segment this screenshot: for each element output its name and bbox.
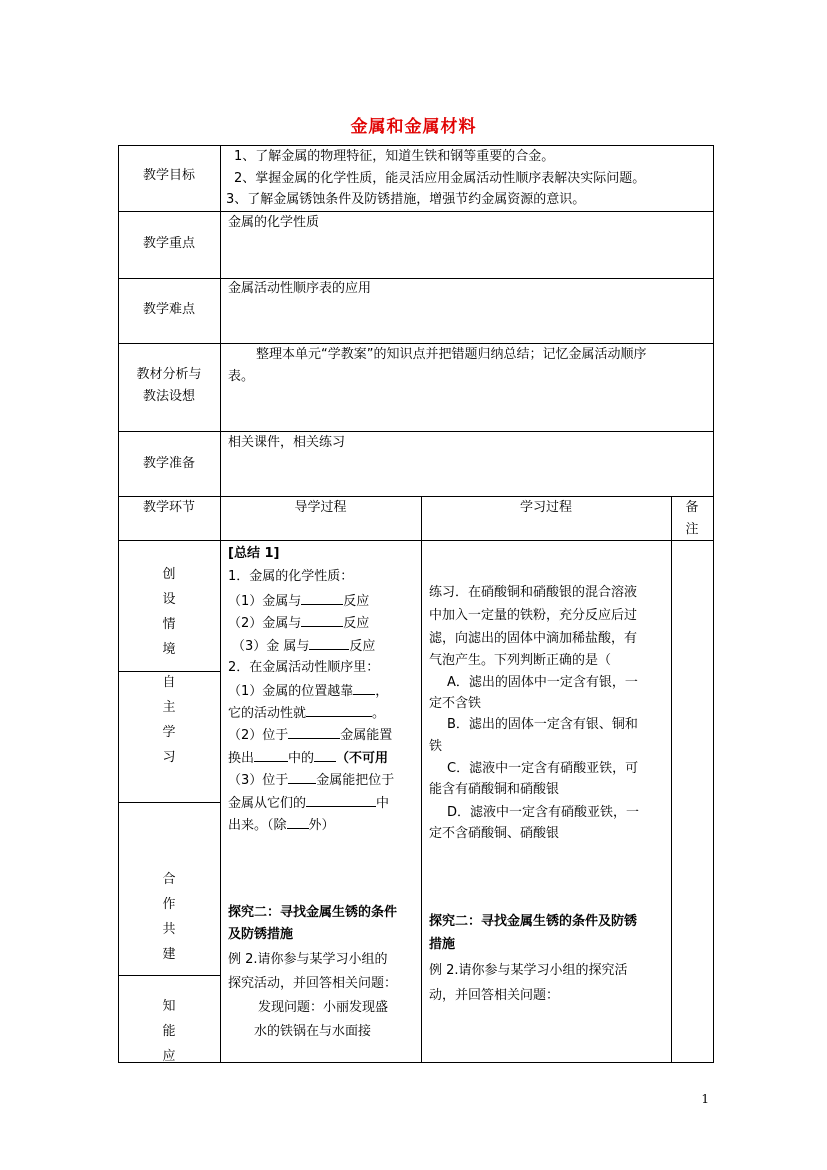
guide-example-3: 发现问题：小丽发现盛 [258,1000,389,1015]
guide-line-12: 出来。（除 外） [228,814,335,837]
stage-char: 共 [162,922,176,937]
focus-text: 金属的化学性质 [228,215,320,230]
goal-item-2: 2、掌握金属的化学性质，能灵活应用金属活动性顺序表解决实际问题。 [234,171,646,186]
option-b-2: 铁 [429,739,443,754]
learn-explore-title-1: 探究二：寻找金属生锈的条件及防锈 [429,914,638,929]
learn-example-1: 例 2.请你参与某学习小组的探究活 [429,963,628,978]
label-focus: 教学重点 [142,236,195,251]
option-c-1: C．滤液中一定含有硝酸亚铁，可 [447,761,639,776]
option-d-1: D．滤液中一定含有硝酸亚铁，一 [447,805,640,820]
guide-line-8: （2）位于 金属能置 [228,724,392,747]
option-c-2: 能含有硝酸铜和硝酸银 [429,782,560,797]
stage-char: 建 [162,947,176,962]
stage-char: 能 [162,1024,176,1039]
guide-line-5: 2．在金属活动性顺序里： [228,660,380,675]
header-learn: 学习过程 [519,500,572,515]
stage-apply [120,994,218,1069]
learn-p2: 中加入一定量的铁粉，充分反应后过 [429,608,638,623]
guide-line-11: 金属从它们的 中 [228,792,389,815]
label-prep: 教学准备 [142,456,195,471]
label-analysis-2: 教法设想 [142,389,195,404]
guide-explore-title-2: 及防锈措施 [228,927,294,942]
analysis-text-1: 整理本单元“学教案”的知识点并把错题归纳总结；记忆金属活动顺序 [256,347,647,362]
stage-char: 习 [162,750,176,765]
summary-title: [总结 1] [228,546,280,561]
option-a-2: 定不含铁 [429,696,482,711]
guide-line-6: （1）金属的位置越靠 ， [228,680,388,703]
guide-example-4: 水的铁锅在与水面接 [254,1024,372,1039]
stage-char: 作 [162,897,176,912]
goal-item-1: 1、了解金属的物理特征，知道生铁和钢等重要的合金。 [234,149,555,164]
stage-char: 创 [162,567,176,582]
learn-example-2: 动，并回答相关问题： [429,988,560,1003]
learn-p3: 滤，向滤出的固体中滴加稀盐酸，有 [429,631,638,646]
stage-char: 自 [162,675,176,690]
guide-line-4: （3）金 属与 反应 [232,635,375,658]
guide-line-2: （1）金属与 反应 [228,590,369,613]
guide-line-1: 1．金属的化学性质： [228,569,354,584]
option-a-1: A．滤出的固体中一定含有银，一 [447,675,638,690]
guide-explore-title-1: 探究二：寻找金属生锈的条件 [228,905,398,920]
prep-text: 相关课件，相关练习 [228,435,346,450]
stage-char: 应 [162,1049,176,1064]
stage-self-study [120,670,218,770]
guide-example-1: 例 2.请你参与某学习小组的 [228,952,388,967]
stage-char: 知 [162,999,176,1014]
header-note-2: 注 [685,522,699,537]
stage-char: 情 [162,617,176,632]
stage-char: 设 [162,592,176,607]
guide-line-10: （3）位于 金属能把位于 [228,769,394,792]
stage-create [120,562,218,662]
learn-p1: 练习．在硝酸铜和硝酸银的混合溶液 [429,585,638,600]
header-stage: 教学环节 [142,500,195,515]
label-analysis-1: 教材分析与 [136,367,202,382]
header-guide: 导学过程 [294,500,347,515]
guide-line-9: 换出 中的 （不可用 [228,747,388,770]
stage-cooperate [120,867,218,967]
stage-char: 学 [162,725,176,740]
learn-explore-title-2: 措施 [429,937,456,952]
learn-p4: 气泡产生。下列判断正确的是（ [429,653,612,668]
analysis-text-2: 表。 [228,369,255,384]
page-title: 金属和金属材料 [350,117,477,137]
stage-char: 境 [162,642,176,657]
goal-item-3: 3、了解金属锈蚀条件及防锈措施，增强节约金属资源的意识。 [226,192,586,207]
option-b-1: B．滤出的固体一定含有银、铜和 [447,717,638,732]
label-difficulty: 教学难点 [142,302,195,317]
stage-char: 合 [162,872,176,887]
stage-char: 主 [162,700,176,715]
label-goals: 教学目标 [142,168,195,183]
page-number: 1 [701,1092,709,1106]
guide-line-7: 它的活动性就 。 [228,702,385,725]
option-d-2: 定不含硝酸铜、硝酸银 [429,826,560,841]
difficulty-text: 金属活动性顺序表的应用 [228,281,372,296]
guide-line-3: （2）金属与 反应 [228,612,369,635]
guide-example-2: 探究活动，并回答相关问题： [228,976,398,991]
header-note-1: 备 [685,500,699,515]
